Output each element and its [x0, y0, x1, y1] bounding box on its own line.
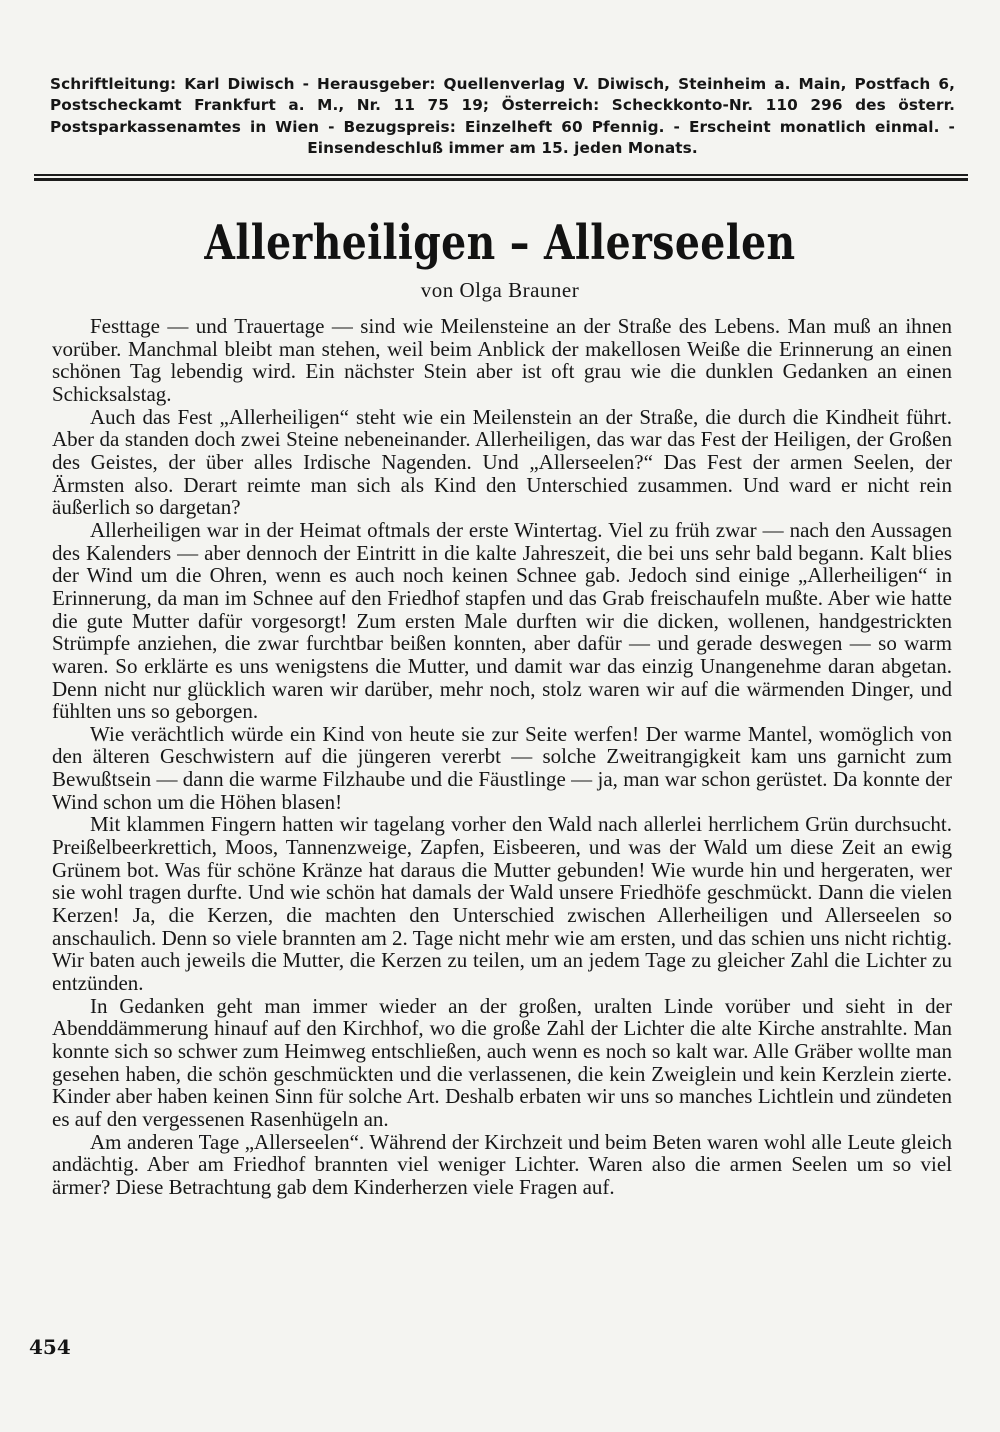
article-paragraph: Auch das Fest „Allerheiligen“ steht wie ein Meilenstein an der Straße, die durch die Kindheit führt. Aber da standen doch zwei Steine nebeneinander. Allerheiligen, das war das Fest der Heiligen, der Großen des Geistes, der über alles Irdische Nagenden. Und „Allerseelen?“ Das Fest der armen Seelen, der Ärmsten also. Derart reimte man sich als Kind den Unterschied zusammen. Und ward er nicht rein äußerlich so dargetan? — [52, 404, 952, 520]
article-paragraph: Mit klammen Fingern hatten wir tagelang vorher den Wald nach allerlei herrlichem Grün durchsucht. Preißelbeerkrettich, Moos, Tannenzweige, Zapfen, Eisbeeren, und was der Wald um diese Zeit an ewig Grünem bot. Was für schöne Kränze hat daraus die Mutter gebunden! Wie wurde hin und hergeraten, wer sie wohl tragen durfte. Und wie schön hat damals der Wald unsere Friedhöfe geschmückt. Dann die vielen Kerzen! Ja, die Kerzen, die machten den Unterschied zwischen Allerheiligen und Allerseelen so anschaulich. Denn so viele brannten am 2. Tage nicht mehr wie am ersten, und das schien uns nicht richtig. Wir baten auch jeweils die Mutter, die Kerzen zu teilen, um an jedem Tage zu gleicher Zahl die Lichter zu entzünden. — [52, 812, 952, 996]
header-divider-thick — [34, 178, 968, 181]
article-paragraph: Allerheiligen war in der Heimat oftmals der erste Wintertag. Viel zu früh zwar — nach den Aussagen des Kalenders — aber dennoch der Eintritt in die kalte Jahreszeit, die bei uns sehr bald begann. Kalt blies der Wind um die Ohren, wenn es auch noch keinen Schnee gab. Jedoch sind einige „Allerheiligen“ in Erinnerung, da man im Schnee auf den Friedhof stapfen und das Grab freischaufeln mußte. Aber wie hatte die gute Mutter dafür vorgesorgt! Zum ersten Male durften wir die dicken, wollenen, handgestrickten Strümpfe anziehen, die zwar furchtbar beißen konnten, aber dafür — und gerade deswegen — so warm waren. So erklärte es uns wenigstens die Mutter, und damit war das einzig Unangenehme daran abgetan. Denn nicht nur glücklich waren wir darüber, mehr noch, stolz waren wir auf die wärmenden Dinger, und fühlten uns so geborgen. — [52, 517, 952, 724]
article-title: Allerheiligen – Allerseelen — [204, 215, 796, 271]
masthead-imprint: Schriftleitung: Karl Diwisch - Herausgeber: Quellenverlag V. Diwisch, Steinheim a. Main, Postfach 6, Postscheckamt Frankfurt a. M., Nr. 11 75 19; Österreich: Scheckkonto-Nr. 110 296 des österr. Postsparkassenamtes in Wien - Bezugspreis: Einzelheft 60 Pfennig. - Erscheint monatlich einmal. - Einsendeschluß immer am 15. jeden Monats. — [50, 75, 955, 157]
page-number: 454 — [29, 1335, 71, 1359]
article-paragraph: In Gedanken geht man immer wieder an der großen, uralten Linde vorüber und sieht in der Abenddämmerung hinauf auf den Kirchhof, wo die große Zahl der Lichter die alte Kirche anstrahlte. Man konnte sich so schwer zum Heimweg entschließen, auch wenn es noch so kalt war. Alle Gräber wollte man gesehen haben, die schön geschmückten und die verlassenen, die kein Zweiglein und kein Kerzlein zierte. Kinder aber haben keinen Sinn für solche Art. Deshalb erbaten wir uns so manches Lichtlein und zündeten es auf den vergessenen Rasenhügeln an. — [52, 993, 952, 1131]
article-paragraph: Festtage — und Trauertage — sind wie Meilensteine an der Straße des Lebens. Man muß an ihnen vorüber. Manchmal bleibt man stehen, weil beim Anblick der makellosen Weiße die Erinnerung an einen schönen Tag lebendig wird. Ein nächster Stein aber ist oft grau wie die dunklen Gedanken an einen Schicksalstag. — [52, 314, 952, 406]
article-byline: von Olga Brauner — [420, 278, 580, 302]
header-divider-thin — [34, 174, 968, 176]
article-paragraph: Am anderen Tage „Allerseelen“. Während der Kirchzeit und beim Beten waren wohl alle Leute gleich andächtig. Aber am Friedhof brannten viel weniger Lichter. Waren also die armen Seelen um so viel ärmer? Diese Betrachtung gab dem Kinderherzen viele Fragen auf. — [52, 1129, 952, 1199]
article-body — [52, 315, 952, 1199]
article-paragraph: Wie verächtlich würde ein Kind von heute sie zur Seite werfen! Der warme Mantel, womöglich von den älteren Geschwistern auf die jüngeren vererbt — solche Zweitrangigkeit kam uns garnicht zum Bewußtsein — dann die warme Filzhaube und die Fäustlinge — ja, man war schon gerüstet. Da konnte der Wind schon um die Höhen blasen! — [52, 721, 952, 814]
